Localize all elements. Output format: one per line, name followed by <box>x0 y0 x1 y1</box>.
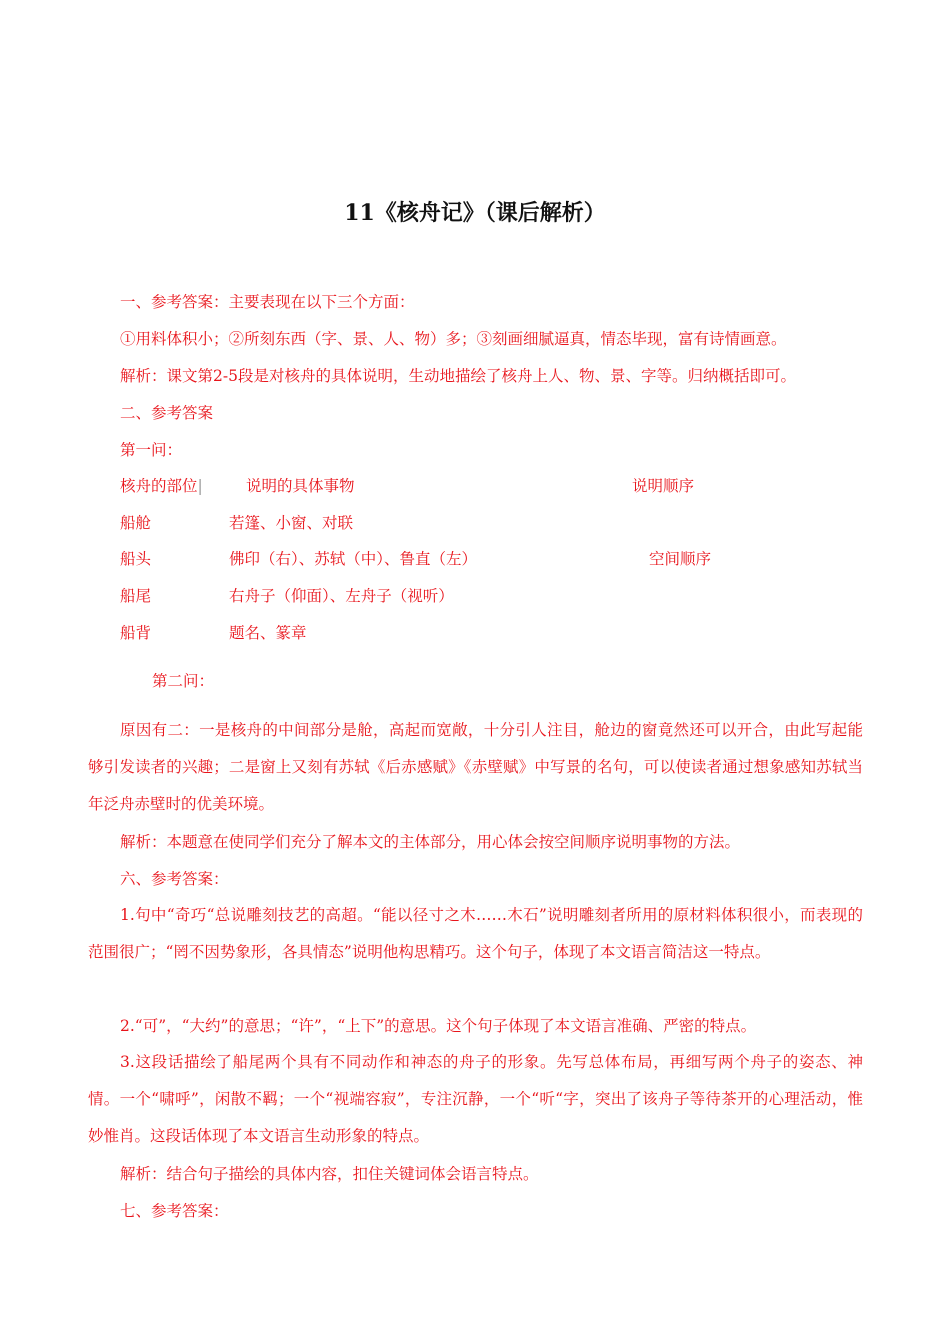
q1-answer: ①用料体积小；②所刻东西（字、景、人、物）多；③刻画细腻逼真，情态毕现，富有诗情画意。 <box>120 330 787 348</box>
table-row-things: 题名、篆章 <box>229 624 307 642</box>
page-title: 11《核舟记》（课后解析） <box>344 200 606 226</box>
q2-part2-answer: 原因有二：一是核舟的中间部分是舱，高起而宽敞，十分引人注目，舱边的窗竟然还可以开合，由此写起能够引发读者的兴趣；二是窗上又刻有苏轼《后赤感赋》《赤壁赋》中写景的名句，可以使读者通过想象感知苏轼当年泛舟赤壁时的优美环境。 <box>88 721 863 813</box>
q1-heading: 一、参考答案：主要表现在以下三个方面： <box>120 293 415 311</box>
q6-item-3: 3.这段话描绘了船尾两个具有不同动作和神态的舟子的形象。先写总体布局，再细写两个舟子的姿态、神情。一个“啸呼”，闲散不羁；一个“视端容寂”，专注沉静，一个“听“字，突出了该舟子等待茶开的心理活动，惟妙惟肖。这段话体现了本文语言生动形象的特点。 <box>88 1053 863 1145</box>
q2-part2-label: 第二问： <box>152 672 215 690</box>
table-header-part: 核舟的部位| <box>120 477 203 495</box>
q2-analysis: 解析：本题意在使同学们充分了解本文的主体部分，用心体会按空间顺序说明事物的方法。 <box>120 833 741 851</box>
q6-analysis: 解析：结合句子描绘的具体内容，扣住关键词体会语言特点。 <box>120 1165 539 1183</box>
q2-part1-label: 第一问： <box>120 441 183 459</box>
q6-item-1: 1.句中“奇巧“总说雕刻技艺的高超。“能以径寸之木……木石”说明雕刻者所用的原材料体积很小，而表现的范围很广；“罔不因势象形，各具情态”说明他构思精巧。这个句子，体现了本文语言简洁这一特点。 <box>88 906 863 961</box>
q1-analysis: 解析：课文第2-5段是对核舟的具体说明，生动地描绘了核舟上人、物、景、字等。归纳概括即可。 <box>120 367 796 385</box>
q2-heading: 二、参考答案 <box>120 404 214 422</box>
table-row-things: 佛印（右）、苏轼（中）、鲁直（左） <box>229 550 478 568</box>
q7-heading: 七、参考答案： <box>120 1202 229 1220</box>
q6-heading: 六、参考答案： <box>120 870 229 888</box>
table-row-things: 若篷、小窗、对联 <box>229 514 354 532</box>
table-row-part: 船头 <box>120 550 152 568</box>
table-header-order: 说明顺序 <box>632 477 695 495</box>
table-row-part: 船尾 <box>120 587 152 605</box>
q6-item-2: 2.“可”，“大约”的意思；“许”，“上下”的意思。这个句子体现了本文语言准确、严密的特点。 <box>120 1017 757 1035</box>
table-row-part: 船背 <box>120 624 152 642</box>
table-row-order: 空间顺序 <box>649 550 712 568</box>
table-row-things: 右舟子（仰面）、左舟子（视听） <box>229 587 454 605</box>
table-row-part: 船舱 <box>120 514 152 532</box>
table-header-things: 说明的具体事物 <box>246 477 355 495</box>
